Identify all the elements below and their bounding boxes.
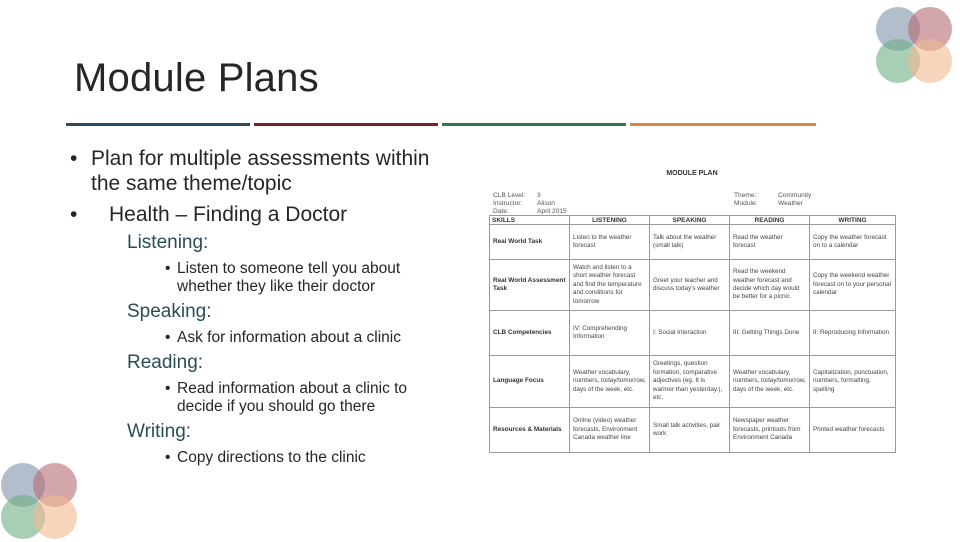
bullet-item (66, 202, 456, 227)
table-cell: Weather vocabulary, numbers, today/tomorrow, days of the week, etc. (570, 356, 650, 408)
decorative-circles-bottom-left (0, 462, 80, 542)
bullet-dot: • (70, 147, 78, 170)
sub-bullet-item (66, 380, 456, 416)
section-heading-listening: Listening: (127, 232, 209, 253)
table-cell: Talk about the weather (small talk) (650, 225, 730, 260)
column-header: SKILLS (490, 216, 570, 225)
table-cell: I: Social Interaction (650, 311, 730, 356)
meta-row (493, 192, 613, 200)
date-value: April 2015 (537, 208, 567, 215)
bullet-dot: • (70, 203, 78, 226)
row-header: Real World Task (490, 225, 570, 260)
table-cell: Copy the weekend weather forecast on to your personal calendar (810, 260, 896, 311)
row-header: Language Focus (490, 356, 570, 408)
table-header-row (490, 216, 896, 225)
sub-bullet-item (66, 260, 456, 296)
bullet-text: Health – Finding a Doctor (109, 203, 348, 226)
sub-bullet-item (66, 329, 456, 347)
bullet-dot: • (165, 260, 171, 277)
date-label: Date: (493, 208, 509, 215)
sub-bullet-text: Listen to someone tell you about whether they like their doctor (177, 260, 401, 295)
bullet-dot: • (165, 449, 171, 466)
sub-bullet-text: Copy directions to the clinic (177, 449, 366, 466)
table-cell: Weather vocabulary, numbers, today/tomorrow, days of the week, etc. (730, 356, 810, 408)
instructor-value: Alison (537, 200, 555, 207)
table-cell: IV: Comprehending Information (570, 311, 650, 356)
table-cell: Copy the weather forecast on to a calendar (810, 225, 896, 260)
table-cell: Newspaper weather forecasts, printouts from Environment Canada (730, 408, 810, 453)
table-cell: Small talk activities, pair work (650, 408, 730, 453)
table-cell: II: Reproducing Information (810, 311, 896, 356)
column-header: READING (730, 216, 810, 225)
title-rule-orange (630, 123, 816, 126)
table-cell: Read the weekend weather forecast and decide which day would be better for a picnic (730, 260, 810, 311)
meta-row (734, 200, 884, 208)
clb-level-label: CLB Level: (493, 192, 526, 199)
theme-value: Community (778, 192, 812, 199)
meta-row (734, 192, 884, 200)
table-row (490, 225, 896, 260)
meta-row (493, 200, 613, 208)
table-cell: Printed weather forecasts (810, 408, 896, 453)
row-header: Resources & Materials (490, 408, 570, 453)
section-heading-reading: Reading: (127, 352, 204, 373)
table-row (490, 408, 896, 453)
table-row (490, 260, 896, 311)
module-plan-meta-right (734, 192, 884, 208)
decorative-circles-top-right (874, 5, 954, 85)
module-plan-image (488, 163, 896, 464)
theme-label: Theme: (734, 192, 757, 199)
bullet-dot: • (165, 329, 171, 346)
clb-level-value: 3 (537, 192, 541, 199)
title-rule-blue (66, 123, 250, 126)
section-heading-speaking: Speaking: (127, 301, 212, 322)
instructor-label: Instructor: (493, 200, 523, 207)
bullet-list (66, 146, 456, 467)
column-header: SPEAKING (650, 216, 730, 225)
module-value: Weather (778, 200, 803, 207)
table-cell: Online (video) weather forecasts, Environment Canada weather line (570, 408, 650, 453)
module-plan-table (489, 215, 896, 453)
sub-bullet-text: Read information about a clinic to decide if you should go there (177, 380, 408, 415)
circle-orange (908, 39, 952, 83)
circle-orange (33, 495, 77, 539)
table-cell: Watch and listen to a short weather forecast and find the temperature and conditions for tomorrow (570, 260, 650, 311)
sub-bullet-item (66, 449, 456, 467)
sub-bullet-text: Ask for information about a clinic (177, 329, 401, 346)
row-header: CLB Competencies (490, 311, 570, 356)
slide-title: Module Plans (74, 56, 319, 100)
table-cell: III: Getting Things Done (730, 311, 810, 356)
module-plan-meta-left (493, 192, 613, 216)
bullet-item (66, 146, 456, 196)
column-header: LISTENING (570, 216, 650, 225)
row-header: Real World Assessment Task (490, 260, 570, 311)
table-row (490, 356, 896, 408)
table-cell: Greetings, question formation, comparative adjectives (eg. It is warmer than yesterday.), etc. (650, 356, 730, 408)
column-header: WRITING (810, 216, 896, 225)
title-rule-green (442, 123, 626, 126)
table-cell: Greet your teacher and discuss today's weather (650, 260, 730, 311)
bullet-dot: • (165, 380, 171, 397)
table-cell: Capitalization, punctuation, numbers, formatting, spelling (810, 356, 896, 408)
title-rule-red (254, 123, 438, 126)
table-cell: Read the weather forecast (730, 225, 810, 260)
module-plan-title: MODULE PLAN (666, 170, 718, 177)
section-heading-writing: Writing: (127, 421, 192, 442)
bullet-text: Plan for multiple assessments within the same theme/topic (91, 147, 430, 195)
table-row (490, 311, 896, 356)
module-label: Module: (734, 200, 758, 207)
table-cell: Listen to the weather forecast (570, 225, 650, 260)
